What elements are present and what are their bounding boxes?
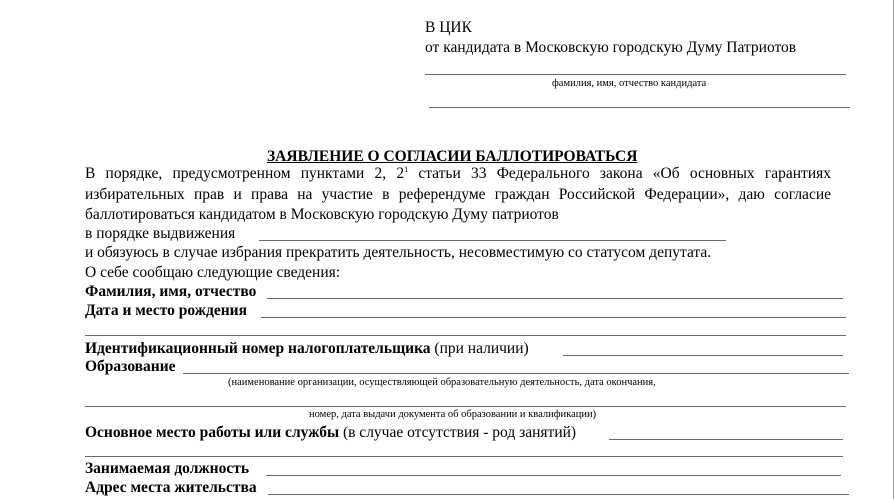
- position-field[interactable]: [266, 475, 841, 476]
- inn-label-note: (при наличии): [430, 340, 529, 357]
- nomination-field[interactable]: [259, 240, 726, 241]
- position-label: Занимаемая должность: [85, 460, 250, 477]
- body-line-2-text: избирательных прав и права на участие в референдуме граждан Российской Федерации», даю согласие: [85, 186, 831, 203]
- extra-header-field[interactable]: [429, 107, 850, 108]
- education-caption-1: (наименование организации, осуществляющей образовательную деятельность, дата окончания,: [228, 377, 656, 388]
- work-field[interactable]: [609, 439, 843, 440]
- address-label: Адрес места жительства: [85, 479, 257, 496]
- recipient: В ЦИК: [425, 19, 472, 36]
- body-line-1b: статьи 33 Федерального закона «Об основных гарантиях: [408, 165, 831, 182]
- work-field-continued[interactable]: [85, 456, 843, 457]
- fio-field[interactable]: [267, 298, 843, 299]
- sender-line: от кандидата в Московскую городскую Думу Патриотов: [425, 39, 797, 56]
- body-line-3: баллотироваться кандидатом в Московскую городскую Думу патриотов: [85, 206, 559, 223]
- work-label: [85, 424, 576, 442]
- work-label-bold: Основное место работы или службы: [85, 424, 340, 441]
- body-line-2: [85, 186, 831, 204]
- body-line-6: О себе сообщаю следующие сведения:: [85, 264, 341, 281]
- inn-label: [85, 340, 529, 358]
- body-line-1: [85, 165, 831, 183]
- education-label: Образование: [85, 358, 176, 375]
- education-caption-2: номер, дата выдачи документа об образовании и квалификации): [309, 409, 597, 420]
- candidate-name-field[interactable]: [425, 74, 846, 75]
- work-label-note: (в случае отсутствия - род занятий): [339, 424, 577, 441]
- nomination-label: в порядке выдвижения: [85, 225, 236, 242]
- body-line-1a: В порядке, предусмотренном пунктами 2, 2: [85, 165, 405, 182]
- address-field[interactable]: [268, 494, 849, 495]
- document-title: ЗАЯВЛЕНИЕ О СОГЛАСИИ БАЛЛОТИРОВАТЬСЯ: [267, 148, 638, 165]
- body-line-5: и обязуюсь в случае избрания прекратить деятельность, несовместимую со статусом депутата.: [85, 244, 712, 261]
- inn-label-bold: Идентификационный номер налогоплательщика: [85, 340, 431, 357]
- birth-label: Дата и место рождения: [85, 302, 247, 319]
- education-field[interactable]: [183, 373, 849, 374]
- fio-label: Фамилия, имя, отчество: [85, 283, 257, 300]
- birth-field[interactable]: [261, 317, 846, 318]
- birth-field-continued[interactable]: [85, 335, 846, 336]
- footnote-sup: 1: [404, 165, 409, 174]
- candidate-name-caption: фамилия, имя, отчество кандидата: [552, 78, 707, 89]
- education-field-continued[interactable]: [85, 406, 846, 407]
- inn-field[interactable]: [563, 355, 843, 356]
